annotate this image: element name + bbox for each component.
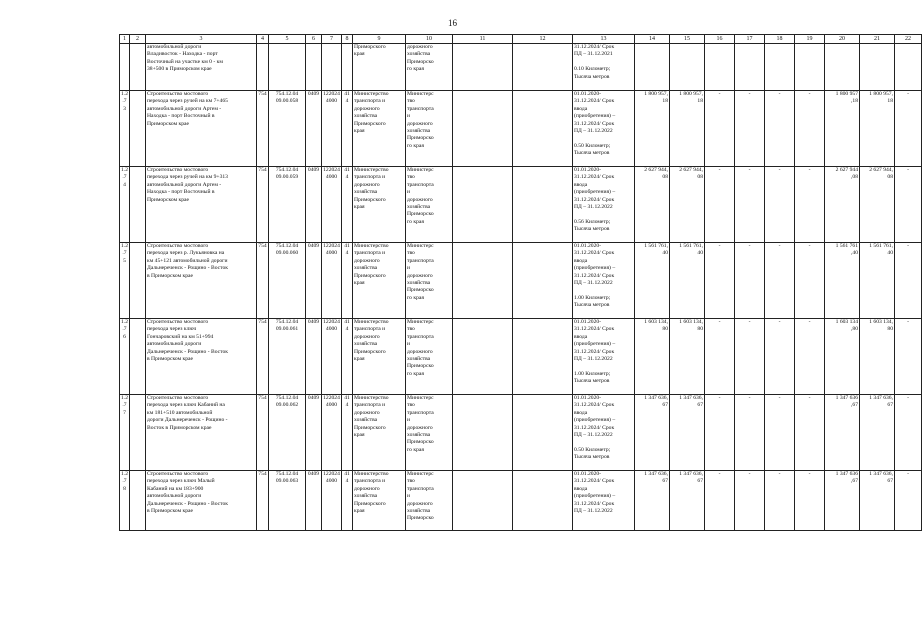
section-cell [306, 44, 322, 91]
section-cell: 0409 [306, 167, 322, 243]
column-header: 9 [353, 35, 406, 44]
column-header: 4 [257, 35, 269, 44]
table-body [120, 44, 922, 531]
column-header: 11 [453, 35, 513, 44]
administrator-cell: Министерство транспорта и дорожного хозяйства Приморского края [353, 471, 406, 531]
expense-type-cell: 414 [342, 319, 353, 395]
column-header: 17 [735, 35, 765, 44]
period-capacity-cell: 01.01.2020- 31.12.2024/ Срок ввода (приобретения) – 31.12.2024/ Срок ПД – 31.12.2022 [573, 471, 635, 531]
column-header: 8 [342, 35, 353, 44]
administrator-cell: Министерство транспорта и дорожного хозяйства Приморского края [353, 91, 406, 167]
amount-cell: 1 603 134, 80 [860, 319, 895, 395]
target-article-cell: 754.12.04 09.00.060 [269, 243, 306, 319]
amount-cell: - [895, 395, 922, 471]
amount-cell [795, 44, 825, 91]
amount-cell: 1 800 957 ,18 [825, 91, 860, 167]
column-11-cell [453, 44, 513, 91]
column-11-cell [453, 243, 513, 319]
page-number: 16 [448, 18, 457, 28]
section-cell: 0409 [306, 91, 322, 167]
code-cell: 754 [257, 395, 269, 471]
customer-cell: Министерс тво транспорта и дорожного хозяйства Приморско го края [406, 243, 453, 319]
code-cell: 754 [257, 91, 269, 167]
column-11-cell [453, 471, 513, 531]
project-name-cell: Строительство мостового перехода через ключ Кабаний на км 181+510 автомобильной дороги Дальнереченск - Рощино - Восток в Приморском крае [146, 395, 257, 471]
program-code-cell: 122024 4000 [322, 91, 342, 167]
amount-cell: - [705, 395, 735, 471]
amount-cell: - [705, 319, 735, 395]
administrator-cell: Министерство транспорта и дорожного хозяйства Приморского края [353, 167, 406, 243]
amount-cell: - [765, 167, 795, 243]
amount-cell: - [765, 471, 795, 531]
amount-cell: 1 347 636, 67 [860, 395, 895, 471]
amount-cell: 1 561 761, 40 [670, 243, 705, 319]
amount-cell: - [765, 243, 795, 319]
period-capacity-cell: 01.01.2020- 31.12.2024/ Срок ввода (приобретения) – 31.12.2024/ Срок ПД – 31.12.2022 0.50 Километр; Тысяча метров [573, 395, 635, 471]
amount-cell: - [765, 91, 795, 167]
column-12-cell [513, 243, 573, 319]
amount-cell: - [795, 167, 825, 243]
amount-cell: - [895, 471, 922, 531]
amount-cell: - [895, 319, 922, 395]
amount-cell: - [765, 395, 795, 471]
column-header: 22 [895, 35, 922, 44]
program-code-cell: 122024 4000 [322, 319, 342, 395]
project-name-cell: автомобильной дороги Владивосток - Находка - порт Восточный на участке км 0 - км 38+500 в Приморском крае [146, 44, 257, 91]
amount-cell [635, 44, 670, 91]
administrator-cell: Приморского края [353, 44, 406, 91]
column-11-cell [453, 395, 513, 471]
column-2-cell [130, 243, 146, 319]
amount-cell: - [705, 243, 735, 319]
amount-cell: 1 347 636, 67 [860, 471, 895, 531]
column-header: 15 [670, 35, 705, 44]
target-article-cell: 754.12.04 09.00.059 [269, 167, 306, 243]
period-capacity-cell: 01.01.2020- 31.12.2024/ Срок ввода (приобретения) – 31.12.2024/ Срок ПД – 31.12.2022 1.00 Километр; Тысяча метров [573, 243, 635, 319]
amount-cell: - [735, 471, 765, 531]
column-header: 18 [765, 35, 795, 44]
column-12-cell [513, 319, 573, 395]
period-capacity-cell: 01.01.2020- 31.12.2024/ Срок ввода (приобретения) – 31.12.2024/ Срок ПД – 31.12.2022 1.00 Километр; Тысяча метров [573, 319, 635, 395]
row-number-cell: 1.2.7 8 [120, 471, 130, 531]
amount-cell: - [795, 395, 825, 471]
column-2-cell [130, 91, 146, 167]
row-number-cell: 1.2.7 4 [120, 167, 130, 243]
code-cell [257, 44, 269, 91]
amount-cell: - [795, 243, 825, 319]
amount-cell: - [765, 319, 795, 395]
section-cell: 0409 [306, 395, 322, 471]
amount-cell: 1 347 636, 67 [670, 395, 705, 471]
column-12-cell [513, 44, 573, 91]
table-row [120, 167, 922, 243]
target-article-cell: 754.12.04 09.00.058 [269, 91, 306, 167]
period-capacity-cell: 31.12.2024/ Срок ПД – 31.12.2021 0.10 Километр; Тысяча метров [573, 44, 635, 91]
amount-cell: 1 347 636 ,67 [825, 395, 860, 471]
amount-cell [705, 44, 735, 91]
amount-cell: 1 347 636, 67 [635, 471, 670, 531]
amount-cell: - [895, 243, 922, 319]
expense-type-cell: 414 [342, 167, 353, 243]
column-11-cell [453, 167, 513, 243]
amount-cell [670, 44, 705, 91]
target-article-cell [269, 44, 306, 91]
project-name-cell: Строительство мостового перехода через ключ Малый Кабаний на км 183+900 автомобильной дороги Дальнереченск - Рощино - Восток в Приморском крае [146, 471, 257, 531]
table-row [120, 319, 922, 395]
amount-cell: - [795, 91, 825, 167]
amount-cell: - [735, 243, 765, 319]
column-header: 14 [635, 35, 670, 44]
customer-cell: Министерс тво транспорта и дорожного хозяйства Приморско го края [406, 319, 453, 395]
amount-cell: 2 627 944, 08 [635, 167, 670, 243]
expense-type-cell: 414 [342, 471, 353, 531]
table-row [120, 471, 922, 531]
customer-cell: Министерс тво транспорта и дорожного хозяйства Приморско го края [406, 395, 453, 471]
program-code-cell [322, 44, 342, 91]
amount-cell: 1 603 134, 80 [670, 319, 705, 395]
administrator-cell: Министерство транспорта и дорожного хозяйства Приморского края [353, 243, 406, 319]
column-header: 7 [322, 35, 342, 44]
amount-cell: 1 800 957, 18 [670, 91, 705, 167]
amount-cell: - [735, 395, 765, 471]
column-12-cell [513, 471, 573, 531]
column-header: 20 [825, 35, 860, 44]
administrator-cell: Министерство транспорта и дорожного хозяйства Приморского края [353, 319, 406, 395]
amount-cell: 1 561 761, 40 [635, 243, 670, 319]
expense-type-cell: 414 [342, 91, 353, 167]
column-header: 2 [130, 35, 146, 44]
target-article-cell: 754.12.04 09.00.062 [269, 395, 306, 471]
column-header: 16 [705, 35, 735, 44]
amount-cell: 2 627 944 ,08 [825, 167, 860, 243]
target-article-cell: 754.12.04 09.00.063 [269, 471, 306, 531]
column-2-cell [130, 44, 146, 91]
header-row [120, 35, 922, 44]
amount-cell: - [895, 91, 922, 167]
code-cell: 754 [257, 243, 269, 319]
section-cell: 0409 [306, 243, 322, 319]
row-number-cell [120, 44, 130, 91]
table-row [120, 44, 922, 91]
amount-cell: 1 347 636, 67 [670, 471, 705, 531]
amount-cell [825, 44, 860, 91]
customer-cell: Министерс тво транспорта и дорожного хозяйства Приморско [406, 471, 453, 531]
table-row [120, 243, 922, 319]
amount-cell: - [795, 319, 825, 395]
amount-cell: 1 603 134 ,80 [825, 319, 860, 395]
column-header: 13 [573, 35, 635, 44]
column-11-cell [453, 91, 513, 167]
amount-cell: - [735, 319, 765, 395]
row-number-cell: 1.2.7 5 [120, 243, 130, 319]
amount-cell: 1 603 134, 80 [635, 319, 670, 395]
column-header: 3 [146, 35, 257, 44]
customer-cell: Министерс тво транспорта и дорожного хозяйства Приморско го края [406, 167, 453, 243]
amount-cell: - [735, 91, 765, 167]
program-code-cell: 122024 4000 [322, 167, 342, 243]
amount-cell: 1 347 636, 67 [635, 395, 670, 471]
project-name-cell: Строительство мостового перехода через ключ Гончаровский на км 51+994 автомобильной дороги Дальнереченск - Рощино - Восток в Приморском крае [146, 319, 257, 395]
program-code-cell: 122024 4000 [322, 395, 342, 471]
column-12-cell [513, 91, 573, 167]
column-2-cell [130, 167, 146, 243]
administrator-cell: Министерство транспорта и дорожного хозяйства Приморского края [353, 395, 406, 471]
column-header: 10 [406, 35, 453, 44]
amount-cell: - [735, 167, 765, 243]
code-cell: 754 [257, 319, 269, 395]
amount-cell: - [795, 471, 825, 531]
amount-cell: 2 627 944, 08 [670, 167, 705, 243]
amount-cell: 1 561 761, 40 [860, 243, 895, 319]
row-number-cell: 1.2.7 3 [120, 91, 130, 167]
document-table [119, 34, 922, 531]
amount-cell [895, 44, 922, 91]
column-2-cell [130, 471, 146, 531]
table-row [120, 395, 922, 471]
expense-type-cell [342, 44, 353, 91]
row-number-cell: 1.2.7 6 [120, 319, 130, 395]
column-2-cell [130, 319, 146, 395]
customer-cell: Министерс тво транспорта и дорожного хозяйства Приморско го края [406, 91, 453, 167]
code-cell: 754 [257, 167, 269, 243]
column-header: 5 [269, 35, 306, 44]
amount-cell: 1 347 636 ,67 [825, 471, 860, 531]
period-capacity-cell: 01.01.2020- 31.12.2024/ Срок ввода (приобретения) – 31.12.2024/ Срок ПД – 31.12.2022 0.56 Километр; Тысяча метров [573, 167, 635, 243]
amount-cell: 1 561 761 ,40 [825, 243, 860, 319]
table-row [120, 91, 922, 167]
project-name-cell: Строительство мостового перехода через р. Лукьяновка на км 45+121 автомобильной дороги Дальнереченск - Рощино - Восток в Приморском крае [146, 243, 257, 319]
code-cell: 754 [257, 471, 269, 531]
amount-cell [765, 44, 795, 91]
amount-cell: - [895, 167, 922, 243]
amount-cell: - [705, 91, 735, 167]
column-header: 6 [306, 35, 322, 44]
period-capacity-cell: 01.01.2020- 31.12.2024/ Срок ввода (приобретения) – 31.12.2024/ Срок ПД – 31.12.2022 0.50 Километр; Тысяча метров [573, 91, 635, 167]
column-header: 1 [120, 35, 130, 44]
column-12-cell [513, 167, 573, 243]
amount-cell [860, 44, 895, 91]
column-2-cell [130, 395, 146, 471]
amount-cell [735, 44, 765, 91]
section-cell: 0409 [306, 319, 322, 395]
section-cell: 0409 [306, 471, 322, 531]
customer-cell: дорожного хозяйства Приморско го края [406, 44, 453, 91]
expense-type-cell: 414 [342, 243, 353, 319]
program-code-cell: 122024 4000 [322, 471, 342, 531]
column-12-cell [513, 395, 573, 471]
amount-cell: 2 627 944, 08 [860, 167, 895, 243]
column-11-cell [453, 319, 513, 395]
project-name-cell: Строительство мостового перехода через ручей на км 9+313 автомобильной дороги Артем - Находка - порт Восточный в Приморском крае [146, 167, 257, 243]
amount-cell: 1 800 957, 18 [635, 91, 670, 167]
target-article-cell: 754.12.04 09.00.061 [269, 319, 306, 395]
program-code-cell: 122024 4000 [322, 243, 342, 319]
expense-type-cell: 414 [342, 395, 353, 471]
column-header: 12 [513, 35, 573, 44]
column-header: 21 [860, 35, 895, 44]
column-header: 19 [795, 35, 825, 44]
amount-cell: 1 800 957, 18 [860, 91, 895, 167]
row-number-cell: 1.2.7 7 [120, 395, 130, 471]
project-name-cell: Строительство мостового перехода через ручей на км 7+465 автомобильной дороги Артем - Находка - порт Восточный в Приморском крае [146, 91, 257, 167]
amount-cell: - [705, 471, 735, 531]
amount-cell: - [705, 167, 735, 243]
